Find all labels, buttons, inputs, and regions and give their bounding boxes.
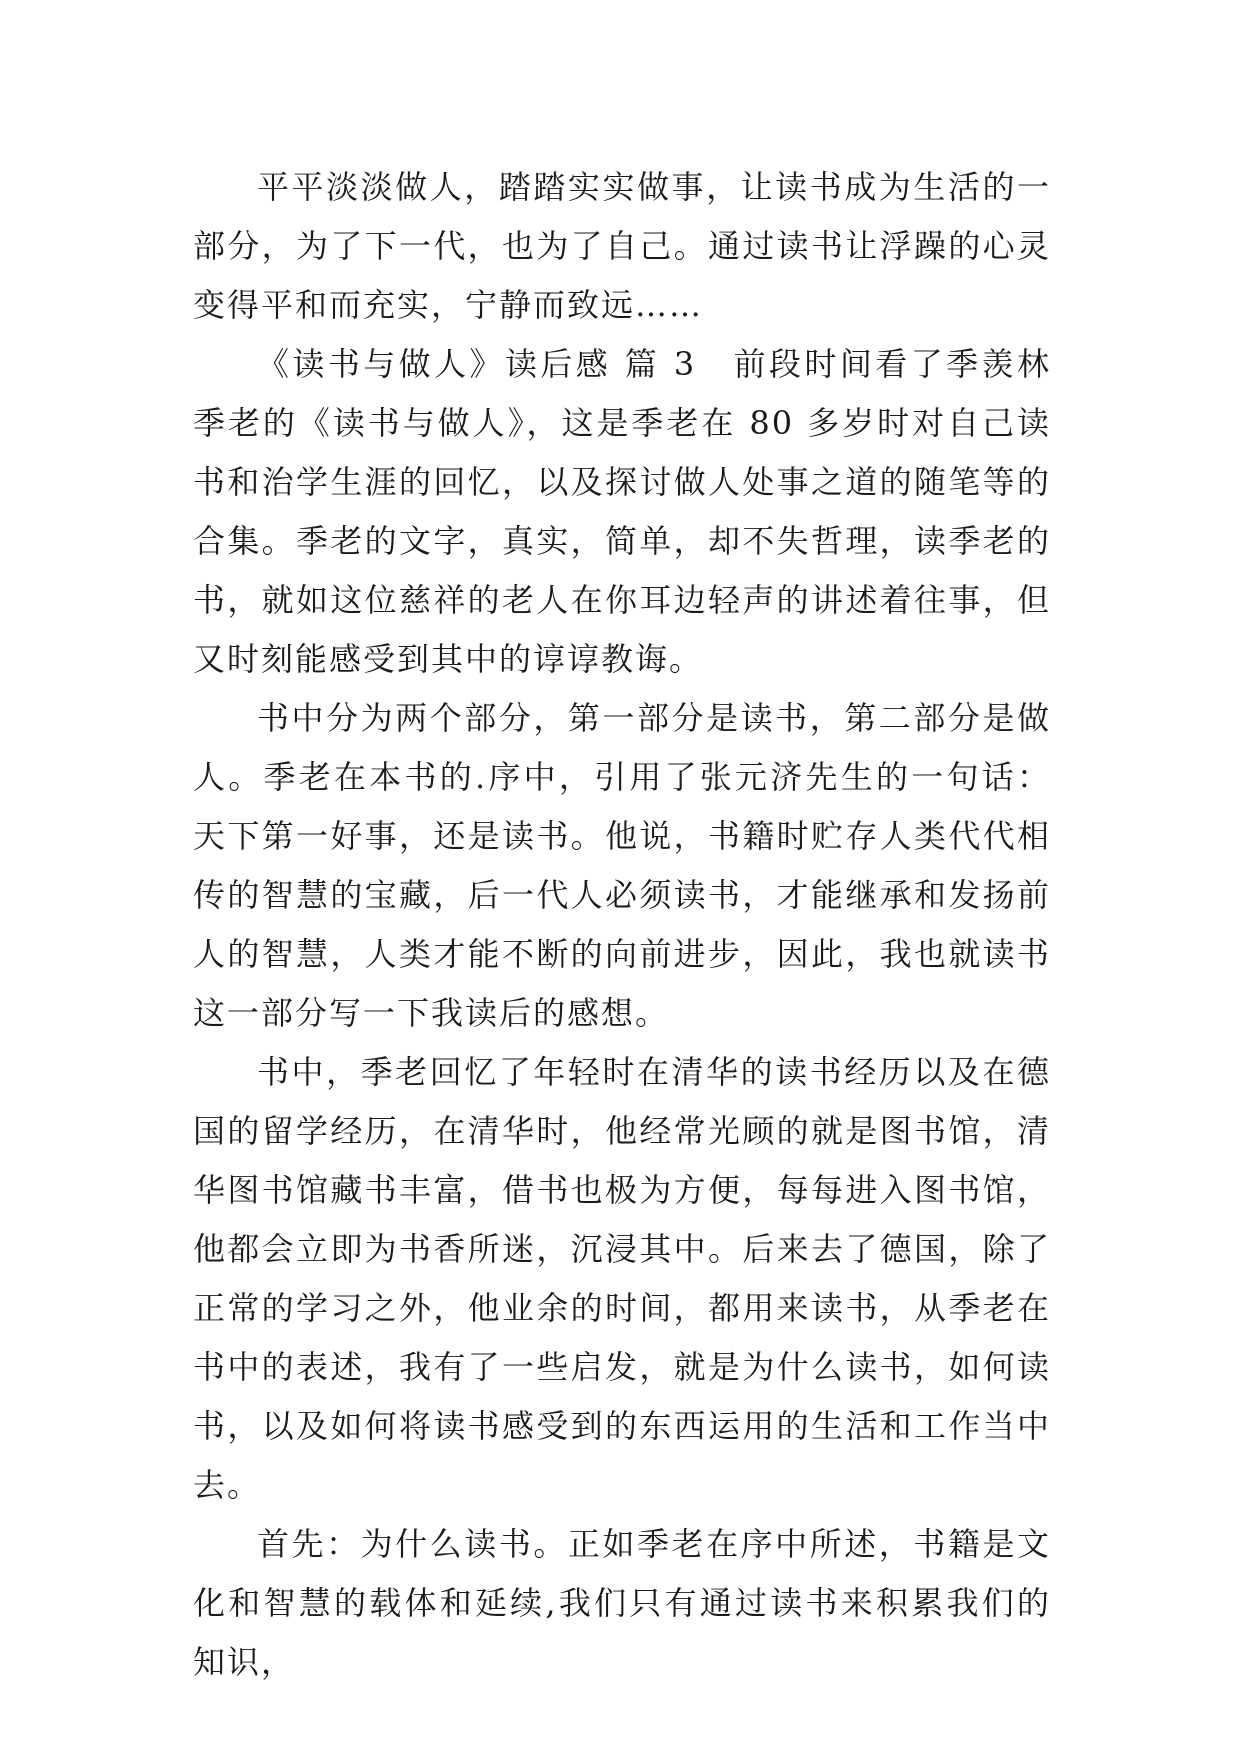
paragraph-5 [193, 1515, 1051, 1692]
paragraph-text: 前段时间看了季羡林季老的《读书与做人》，这是季老在 80 多岁时对自己读书和治学生涯的回忆，以及探讨做人处事之道的随笔等的合集。季老的文字，真实，简单，却不失哲理，读季老的书，就如这位慈祥的老人在你耳边轻声的讲述着往事，但又时刻能感受到其中的谆谆教诲。 [193, 345, 1051, 678]
document-body [193, 158, 1051, 1692]
paragraph-3 [193, 689, 1051, 1043]
paragraph-1 [193, 158, 1051, 335]
paragraph-text: 平平淡淡做人，踏踏实实做事，让读书成为生活的一部分，为了下一代，也为了自己。通过读书让浮躁的心灵变得平和而充实，宁静而致远…… [193, 168, 1051, 324]
paragraph-text: 首先：为什么读书。正如季老在序中所述，书籍是文化和智慧的载体和延续,我们只有通过读书来积累我们的知识， [193, 1525, 1051, 1681]
paragraph-2 [193, 335, 1051, 689]
section-heading: 《读书与做人》读后感 篇 3 [257, 345, 697, 383]
paragraph-text: 书中，季老回忆了年轻时在清华的读书经历以及在德国的留学经历，在清华时，他经常光顾的就是图书馆，清华图书馆藏书丰富，借书也极为方便，每每进入图书馆，他都会立即为书香所迷，沉浸其中。后来去了德国，除了正常的学习之外，他业余的时间，都用来读书，从季老在书中的表述，我有了一些启发，就是为什么读书，如何读书，以及如何将读书感受到的东西运用的生活和工作当中去。 [193, 1053, 1051, 1504]
paragraph-4 [193, 1043, 1051, 1515]
paragraph-text: 书中分为两个部分，第一部分是读书，第二部分是做人。季老在本书的.序中，引用了张元济先生的一句话：天下第一好事，还是读书。他说，书籍时贮存人类代代相传的智慧的宝藏，后一代人必须读书，才能继承和发扬前人的智慧，人类才能不断的向前进步，因此，我也就读书这一部分写一下我读后的感想。 [193, 699, 1051, 1032]
